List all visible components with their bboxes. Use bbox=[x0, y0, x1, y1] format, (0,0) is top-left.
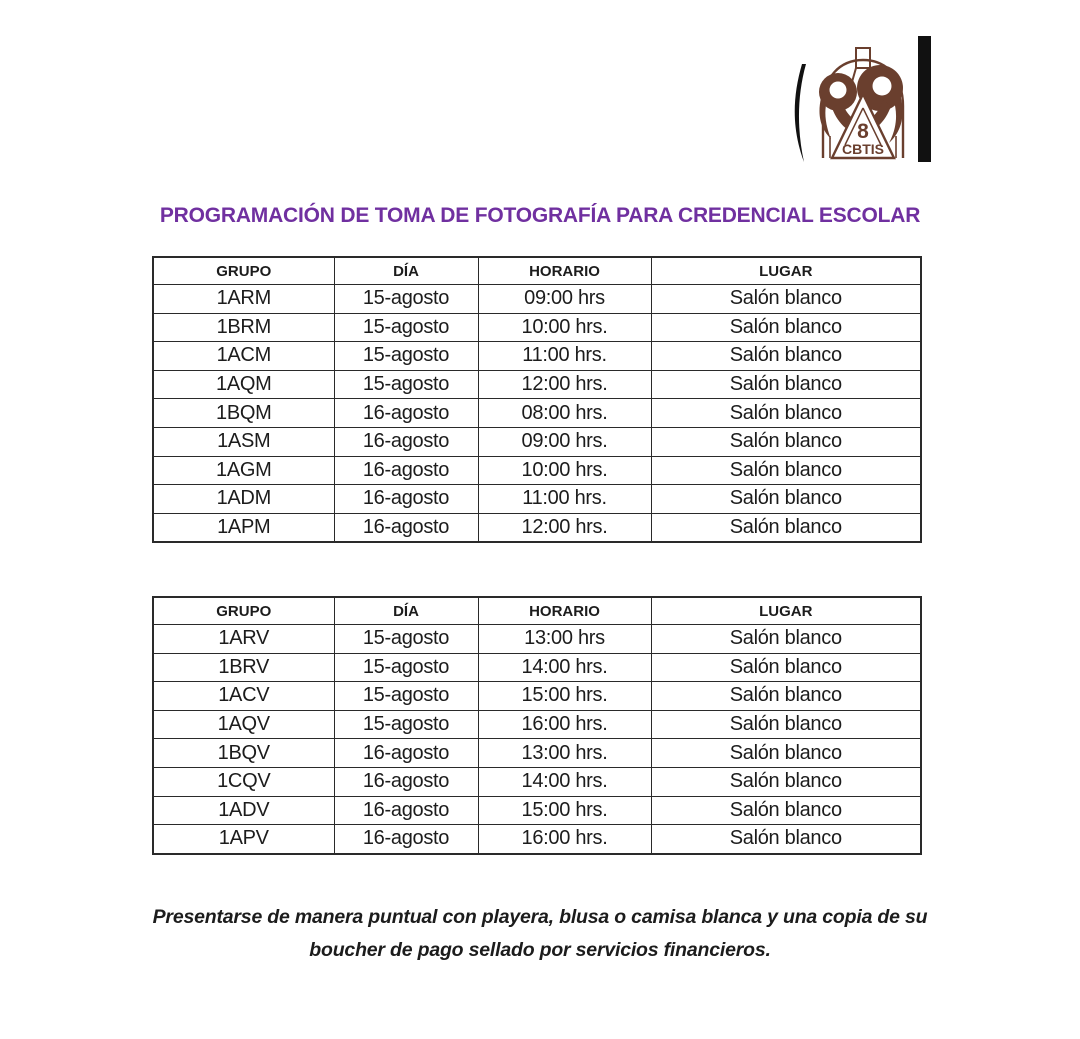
cell-grupo: 1ARM bbox=[153, 285, 334, 314]
cell-dia: 15-agosto bbox=[334, 342, 478, 371]
cell-lugar: Salón blanco bbox=[651, 399, 921, 428]
table-row bbox=[153, 456, 921, 485]
logo-right-hole bbox=[873, 77, 892, 96]
footer-note-line1: Presentarse de manera puntual con playera, blusa o camisa blanca y una copia de su bbox=[152, 906, 928, 928]
cell-dia: 16-agosto bbox=[334, 767, 478, 796]
cell-lugar: Salón blanco bbox=[651, 370, 921, 399]
cell-lugar: Salón blanco bbox=[651, 682, 921, 711]
logo-number: 8 bbox=[857, 120, 869, 143]
cell-lugar: Salón blanco bbox=[651, 456, 921, 485]
cell-lugar: Salón blanco bbox=[651, 739, 921, 768]
table-row bbox=[153, 370, 921, 399]
cell-dia: 15-agosto bbox=[334, 285, 478, 314]
cell-dia: 16-agosto bbox=[334, 513, 478, 542]
cell-horario: 14:00 hrs. bbox=[478, 653, 651, 682]
cell-horario: 09:00 hrs. bbox=[478, 427, 651, 456]
schedule-table-evening bbox=[152, 596, 922, 855]
cell-horario: 08:00 hrs. bbox=[478, 399, 651, 428]
table-row bbox=[153, 399, 921, 428]
cell-lugar: Salón blanco bbox=[651, 313, 921, 342]
logo-right-bar bbox=[918, 36, 931, 162]
cell-grupo: 1AQM bbox=[153, 370, 334, 399]
cell-grupo: 1ARV bbox=[153, 625, 334, 654]
cell-horario: 14:00 hrs. bbox=[478, 767, 651, 796]
cell-horario: 12:00 hrs. bbox=[478, 513, 651, 542]
table-row bbox=[153, 485, 921, 514]
cell-lugar: Salón blanco bbox=[651, 513, 921, 542]
cell-grupo: 1BQM bbox=[153, 399, 334, 428]
table-row bbox=[153, 285, 921, 314]
cell-grupo: 1AGM bbox=[153, 456, 334, 485]
cell-grupo: 1ASM bbox=[153, 427, 334, 456]
cell-horario: 16:00 hrs. bbox=[478, 710, 651, 739]
page-title: PROGRAMACIÓN DE TOMA DE FOTOGRAFÍA PARA CREDENCIAL ESCOLAR bbox=[159, 204, 921, 227]
cell-grupo: 1BQV bbox=[153, 739, 334, 768]
column-header-dia: DÍA bbox=[334, 257, 478, 285]
cell-dia: 15-agosto bbox=[334, 653, 478, 682]
table-row bbox=[153, 682, 921, 711]
column-header-grupo: GRUPO bbox=[153, 257, 334, 285]
header-row bbox=[153, 257, 921, 285]
header-row bbox=[153, 597, 921, 625]
cell-grupo: 1AQV bbox=[153, 710, 334, 739]
cell-horario: 10:00 hrs. bbox=[478, 313, 651, 342]
table-row bbox=[153, 825, 921, 854]
cell-lugar: Salón blanco bbox=[651, 285, 921, 314]
cell-lugar: Salón blanco bbox=[651, 796, 921, 825]
logo-label: CBTIS bbox=[842, 141, 884, 157]
cell-dia: 16-agosto bbox=[334, 739, 478, 768]
cell-dia: 16-agosto bbox=[334, 427, 478, 456]
cell-horario: 13:00 hrs bbox=[478, 625, 651, 654]
cell-horario: 11:00 hrs. bbox=[478, 342, 651, 371]
cbtis-logo-icon bbox=[790, 28, 936, 170]
cell-horario: 10:00 hrs. bbox=[478, 456, 651, 485]
cell-grupo: 1ACV bbox=[153, 682, 334, 711]
cell-dia: 15-agosto bbox=[334, 682, 478, 711]
footer-note-line2: boucher de pago sellado por servicios financieros. bbox=[309, 939, 771, 961]
cell-dia: 16-agosto bbox=[334, 399, 478, 428]
cell-lugar: Salón blanco bbox=[651, 485, 921, 514]
cell-dia: 15-agosto bbox=[334, 370, 478, 399]
cell-horario: 12:00 hrs. bbox=[478, 370, 651, 399]
cell-dia: 15-agosto bbox=[334, 313, 478, 342]
logo-left-hole bbox=[830, 82, 847, 99]
cell-lugar: Salón blanco bbox=[651, 342, 921, 371]
cell-dia: 15-agosto bbox=[334, 710, 478, 739]
table-row bbox=[153, 710, 921, 739]
cell-lugar: Salón blanco bbox=[651, 825, 921, 854]
column-header-lugar: LUGAR bbox=[651, 257, 921, 285]
table-row bbox=[153, 625, 921, 654]
cell-dia: 16-agosto bbox=[334, 456, 478, 485]
table-row bbox=[153, 653, 921, 682]
cell-grupo: 1APV bbox=[153, 825, 334, 854]
table-row bbox=[153, 767, 921, 796]
cell-dia: 16-agosto bbox=[334, 796, 478, 825]
column-header-lugar: LUGAR bbox=[651, 597, 921, 625]
footer-note bbox=[0, 901, 1080, 967]
table-row bbox=[153, 739, 921, 768]
cell-grupo: 1BRM bbox=[153, 313, 334, 342]
cell-grupo: 1BRV bbox=[153, 653, 334, 682]
cell-grupo: 1ADM bbox=[153, 485, 334, 514]
cell-lugar: Salón blanco bbox=[651, 710, 921, 739]
cell-dia: 16-agosto bbox=[334, 485, 478, 514]
table-row bbox=[153, 427, 921, 456]
cell-lugar: Salón blanco bbox=[651, 653, 921, 682]
cell-horario: 13:00 hrs. bbox=[478, 739, 651, 768]
cell-lugar: Salón blanco bbox=[651, 427, 921, 456]
cell-grupo: 1ACM bbox=[153, 342, 334, 371]
cell-horario: 15:00 hrs. bbox=[478, 796, 651, 825]
cell-dia: 16-agosto bbox=[334, 825, 478, 854]
table-row bbox=[153, 513, 921, 542]
cell-dia: 15-agosto bbox=[334, 625, 478, 654]
cell-horario: 16:00 hrs. bbox=[478, 825, 651, 854]
table-row bbox=[153, 313, 921, 342]
logo-left-crescent bbox=[795, 64, 806, 162]
cell-horario: 15:00 hrs. bbox=[478, 682, 651, 711]
table-row bbox=[153, 342, 921, 371]
cell-horario: 11:00 hrs. bbox=[478, 485, 651, 514]
column-header-grupo: GRUPO bbox=[153, 597, 334, 625]
cell-lugar: Salón blanco bbox=[651, 767, 921, 796]
column-header-dia: DÍA bbox=[334, 597, 478, 625]
cell-lugar: Salón blanco bbox=[651, 625, 921, 654]
table-row bbox=[153, 796, 921, 825]
cell-grupo: 1CQV bbox=[153, 767, 334, 796]
column-header-horario: HORARIO bbox=[478, 257, 651, 285]
cell-grupo: 1APM bbox=[153, 513, 334, 542]
cell-grupo: 1ADV bbox=[153, 796, 334, 825]
schedule-table-morning bbox=[152, 256, 922, 543]
column-header-horario: HORARIO bbox=[478, 597, 651, 625]
cell-horario: 09:00 hrs bbox=[478, 285, 651, 314]
